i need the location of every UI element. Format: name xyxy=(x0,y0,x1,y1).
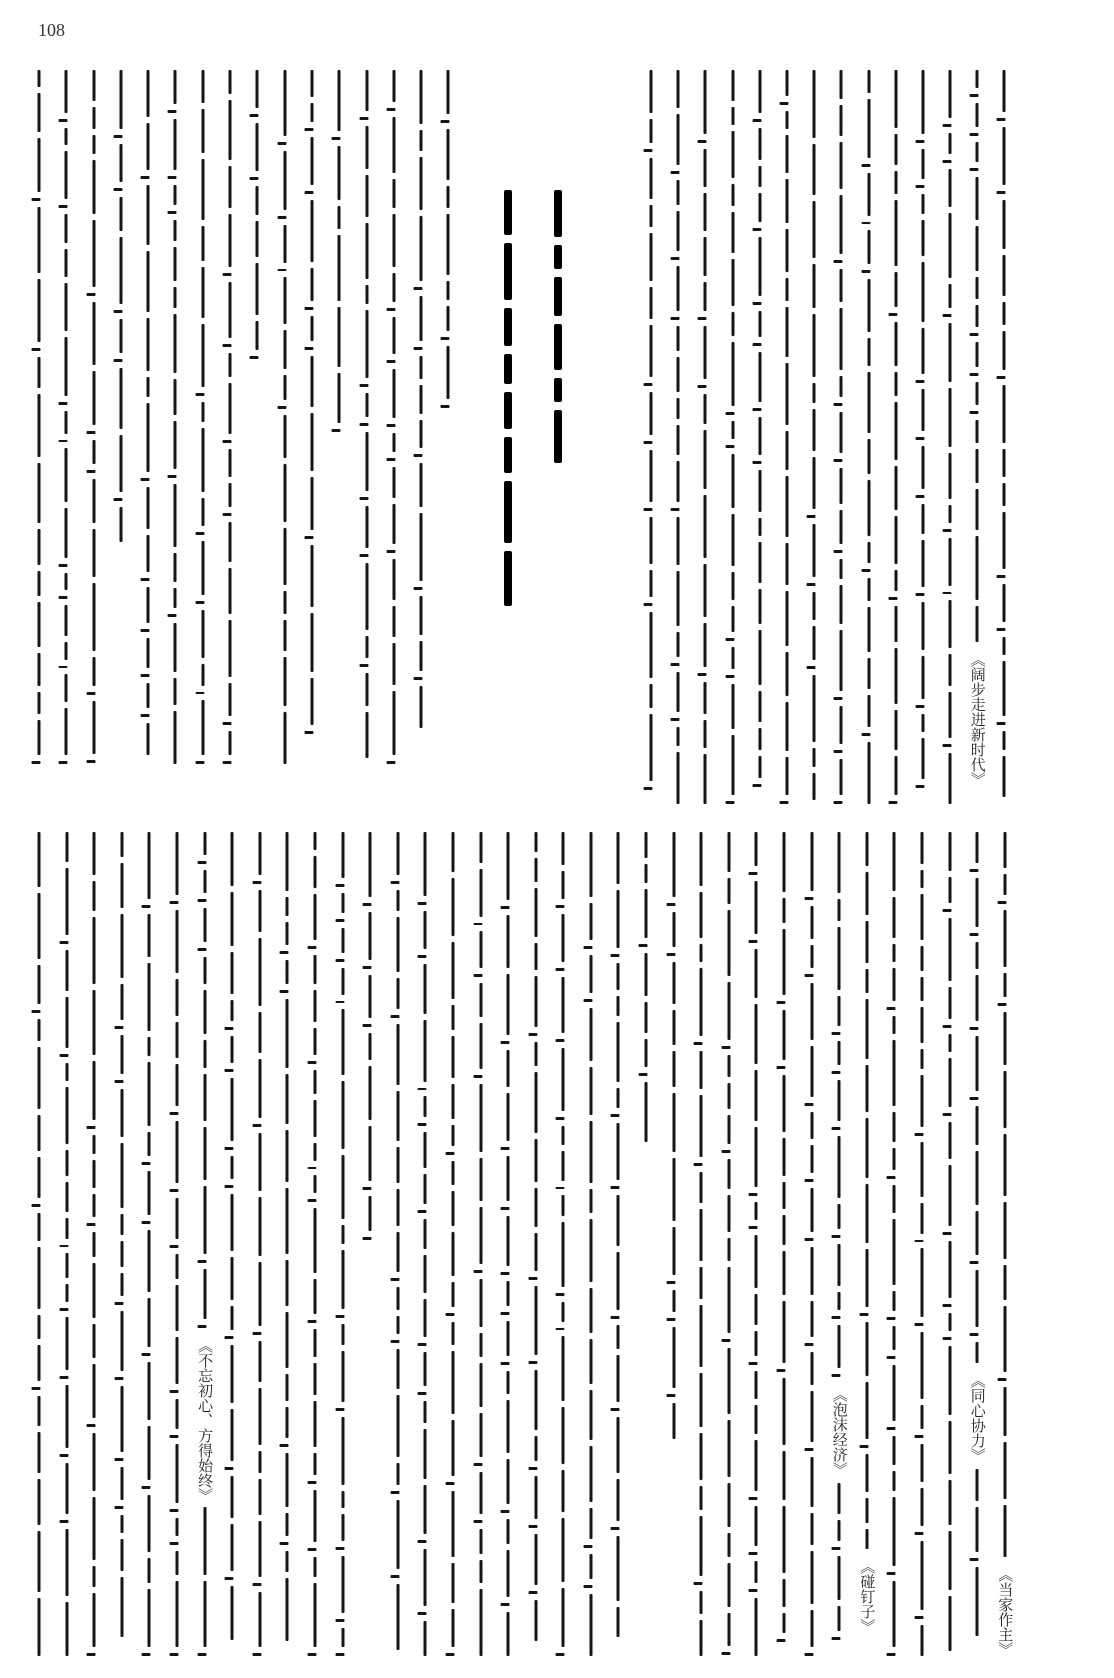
text-column xyxy=(718,832,740,1662)
text-column xyxy=(328,70,350,770)
text-column xyxy=(776,70,798,810)
mongolian-text-line xyxy=(201,70,204,770)
text-column xyxy=(749,70,771,810)
text-column xyxy=(332,832,354,1662)
text-column xyxy=(194,832,216,1662)
mongolian-text-line xyxy=(424,832,427,1662)
mongolian-text-line xyxy=(396,832,399,1662)
mongolian-text-line xyxy=(1003,70,1006,810)
mongolian-text-line xyxy=(832,832,847,1662)
mongolian-text-line xyxy=(310,70,313,770)
text-column xyxy=(607,832,629,1662)
mongolian-text-line xyxy=(810,832,813,1662)
mongolian-text-line xyxy=(867,70,870,810)
heading-glyphs xyxy=(504,190,512,614)
text-column xyxy=(442,832,464,1662)
mongolian-text-line xyxy=(785,70,788,810)
text-column xyxy=(301,70,323,770)
text-column xyxy=(304,832,326,1662)
mongolian-text-line xyxy=(258,832,261,1662)
text-column xyxy=(166,832,188,1662)
mongolian-text-line xyxy=(813,70,816,810)
top-left-text xyxy=(28,70,468,770)
text-column xyxy=(414,832,436,1662)
mongolian-text-line xyxy=(283,70,286,770)
text-column xyxy=(773,832,795,1662)
text-column xyxy=(219,70,241,770)
text-column xyxy=(856,832,878,1662)
text-column xyxy=(939,70,961,810)
text-column xyxy=(994,832,1016,1662)
chinese-inline-phrase: 《当家作主》 xyxy=(996,1567,1015,1658)
text-column xyxy=(111,832,133,1662)
mongolian-text-line xyxy=(479,832,482,1662)
mongolian-text-line xyxy=(148,832,151,1662)
mongolian-text-line xyxy=(840,70,843,810)
mongolian-text-line xyxy=(677,70,680,810)
mongolian-text-line xyxy=(147,70,150,770)
mongolian-text-line xyxy=(921,832,924,1662)
mongolian-text-line xyxy=(534,832,537,1662)
text-column xyxy=(667,70,689,810)
mongolian-text-line xyxy=(617,832,620,1662)
chinese-inline-phrase: 《同心协力》 xyxy=(968,1373,987,1463)
text-column xyxy=(383,70,405,770)
mongolian-text-line xyxy=(338,70,341,770)
mongolian-text-line xyxy=(727,832,730,1662)
mongolian-text-line xyxy=(120,832,123,1662)
mongolian-text-line xyxy=(731,70,734,810)
mongolian-text-line xyxy=(229,70,232,770)
mongolian-text-line xyxy=(174,70,177,770)
text-column xyxy=(110,70,132,770)
mongolian-text-line xyxy=(38,70,41,770)
text-column xyxy=(497,832,519,1662)
text-column xyxy=(745,832,767,1662)
chinese-inline-phrase: 《阔步走进新时代》 xyxy=(968,652,987,787)
mongolian-text-line xyxy=(921,70,924,810)
mongolian-text-line xyxy=(65,832,68,1662)
mongolian-text-line xyxy=(672,832,675,1662)
mongolian-text-line xyxy=(894,70,897,810)
mongolian-text-line xyxy=(256,70,259,770)
text-column xyxy=(410,70,432,770)
text-column xyxy=(911,832,933,1662)
text-column xyxy=(912,70,934,810)
mongolian-text-line xyxy=(645,832,648,1662)
mongolian-text-line xyxy=(447,70,450,770)
text-column xyxy=(28,832,50,1662)
mongolian-text-line xyxy=(92,70,95,770)
text-column xyxy=(640,70,662,810)
mongolian-text-line xyxy=(365,70,368,770)
mongolian-text-line xyxy=(451,832,454,1662)
text-column xyxy=(828,832,850,1662)
mongolian-text-line xyxy=(507,832,510,1662)
mongolian-text-line xyxy=(65,70,68,770)
mongolian-text-line xyxy=(231,832,234,1662)
mongolian-text-line xyxy=(755,832,758,1662)
mongolian-text-line xyxy=(313,832,316,1662)
text-column xyxy=(690,832,712,1662)
text-column xyxy=(83,70,105,770)
mongolian-text-line xyxy=(286,832,289,1662)
mongolian-text-line xyxy=(758,70,761,810)
mongolian-text-line xyxy=(119,70,122,770)
chinese-inline-phrase: 《碰钉子》 xyxy=(858,1559,877,1634)
text-column xyxy=(56,832,78,1662)
bottom-body-text xyxy=(28,832,1020,1662)
text-column xyxy=(138,832,160,1662)
mongolian-text-line xyxy=(996,832,1015,1662)
text-column xyxy=(83,832,105,1662)
text-column xyxy=(192,70,214,770)
mongolian-text-line xyxy=(893,832,896,1662)
text-column xyxy=(694,70,716,810)
text-column xyxy=(276,832,298,1662)
mongolian-text-line xyxy=(93,832,96,1662)
text-column xyxy=(221,832,243,1662)
text-column xyxy=(28,70,50,770)
mongolian-text-line xyxy=(858,832,877,1662)
text-column xyxy=(966,70,988,810)
text-column xyxy=(722,70,744,810)
text-column xyxy=(437,70,459,770)
text-column xyxy=(55,70,77,770)
mongolian-text-line xyxy=(700,832,703,1662)
text-column xyxy=(663,832,685,1662)
text-column xyxy=(580,832,602,1662)
text-column xyxy=(993,70,1015,810)
mongolian-text-line xyxy=(970,832,985,1662)
section-heading xyxy=(488,190,584,620)
heading-line-1 xyxy=(488,190,528,620)
text-column xyxy=(803,70,825,810)
mongolian-text-line xyxy=(949,70,952,810)
mongolian-text-line xyxy=(175,832,178,1662)
text-column xyxy=(137,70,159,770)
mongolian-text-line xyxy=(562,832,565,1662)
text-column xyxy=(966,832,988,1662)
text-column xyxy=(164,70,186,770)
text-column xyxy=(635,832,657,1662)
text-column xyxy=(274,70,296,770)
text-column xyxy=(552,832,574,1662)
text-column xyxy=(801,832,823,1662)
text-column xyxy=(359,832,381,1662)
text-column xyxy=(470,832,492,1662)
text-column xyxy=(885,70,907,810)
mongolian-text-line xyxy=(392,70,395,770)
mongolian-text-line xyxy=(704,70,707,810)
text-column xyxy=(858,70,880,810)
mongolian-text-line xyxy=(970,70,985,810)
mongolian-text-line xyxy=(38,832,41,1662)
mongolian-text-line xyxy=(589,832,592,1662)
text-column xyxy=(387,832,409,1662)
text-column xyxy=(356,70,378,770)
mongolian-text-line xyxy=(948,832,951,1662)
chinese-inline-phrase: 《不忘初心、方得始终》 xyxy=(196,1337,215,1503)
mongolian-text-line xyxy=(369,832,372,1662)
mongolian-text-line xyxy=(420,70,423,770)
text-column xyxy=(246,70,268,770)
text-column xyxy=(939,832,961,1662)
mongolian-text-line xyxy=(341,832,344,1662)
mongolian-text-line xyxy=(783,832,786,1662)
text-column xyxy=(525,832,547,1662)
mongolian-text-line xyxy=(196,832,215,1662)
page-number: 108 xyxy=(38,20,65,40)
heading-line-2 xyxy=(538,190,578,620)
mongolian-text-line xyxy=(650,70,653,810)
top-body-text xyxy=(640,70,1020,810)
chinese-inline-phrase: 《泡沫经济》 xyxy=(830,1387,849,1477)
text-column xyxy=(883,832,905,1662)
text-column xyxy=(249,832,271,1662)
heading-glyphs xyxy=(554,190,562,471)
text-column xyxy=(830,70,852,810)
